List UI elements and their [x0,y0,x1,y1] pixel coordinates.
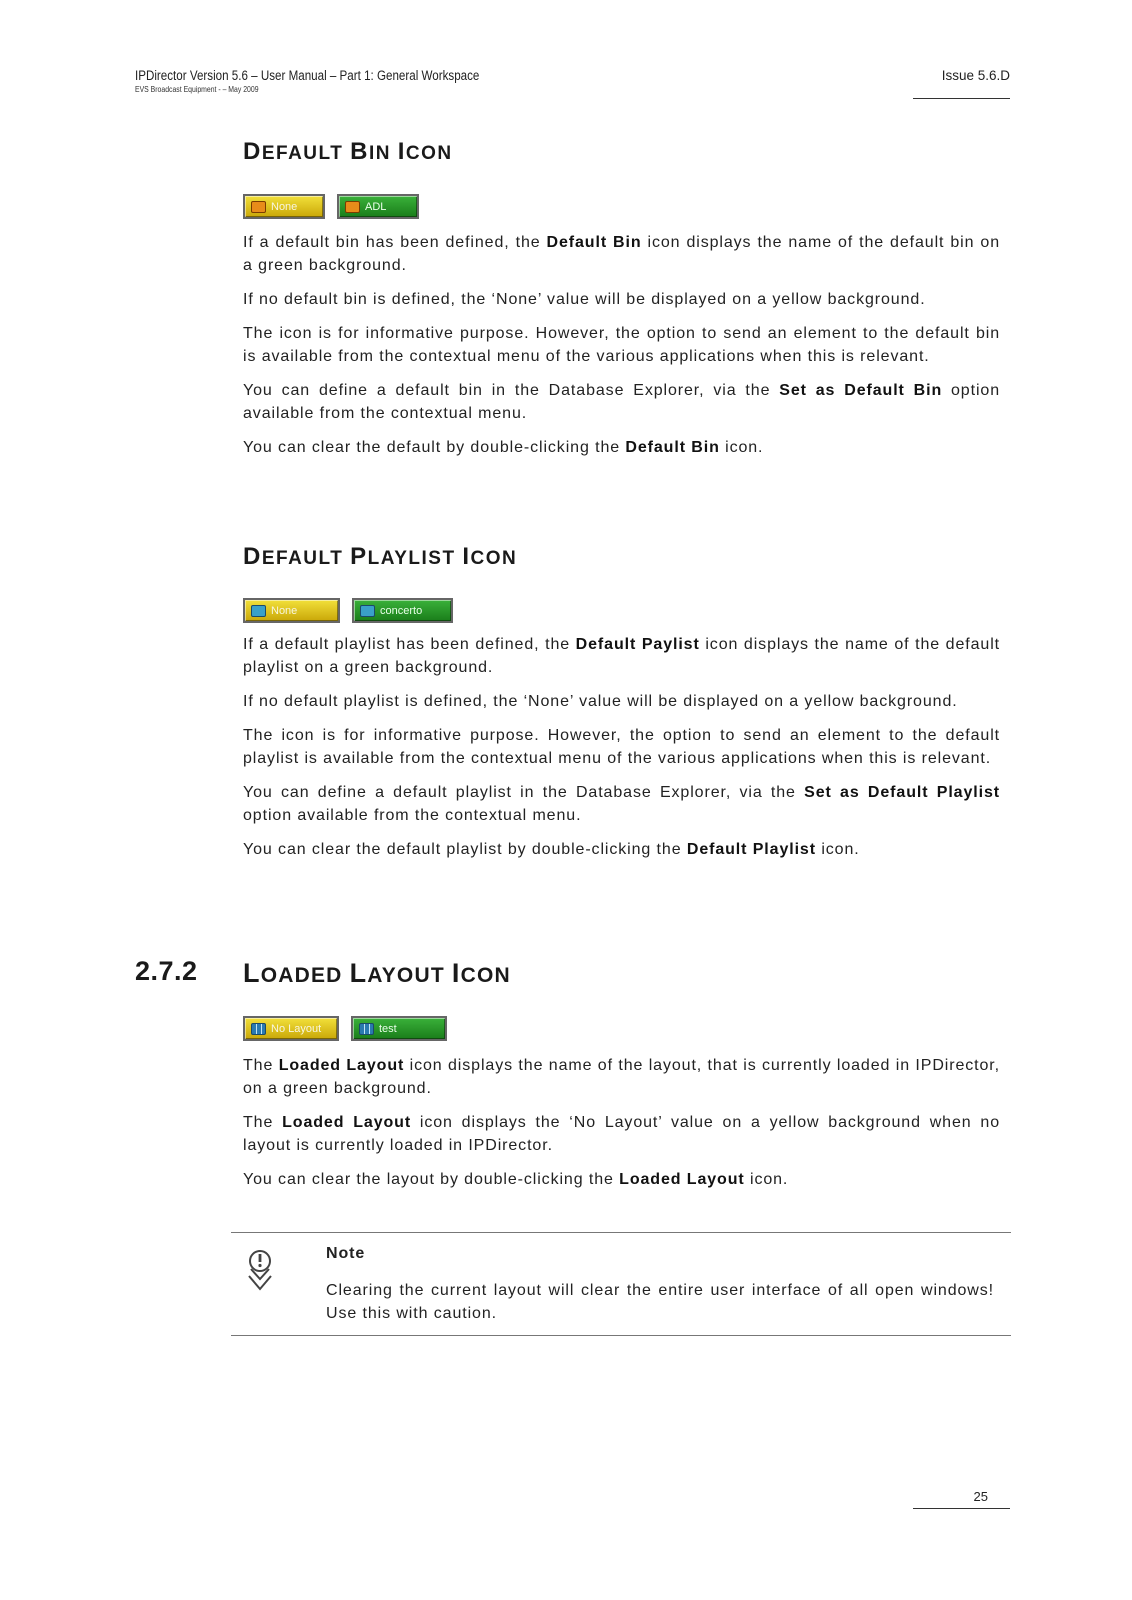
default-bin-icons [243,194,419,219]
note-box [231,1232,1011,1336]
paragraph: The icon is for informative purpose. However, the option to send an element to the default bin is available from the contextual menu of the various applications when this is relevant. [243,325,1000,365]
paragraph: You can clear the layout by double-clicking the Loaded Layout icon. [243,1171,789,1188]
layout-grid-icon [251,1023,266,1035]
default-playlist-icons [243,598,453,623]
paragraph: You can clear the default by double-clicking the Default Bin icon. [243,439,764,456]
paragraph: You can define a default bin in the Database Explorer, via the Set as Default Bin option available from the contextual menu. [243,382,1001,422]
paragraph: The Loaded Layout icon displays the ‘No Layout’ value on a yellow background when no layout is currently loaded in IPDirector. [243,1114,1000,1154]
page-header [135,68,535,94]
paragraph: The icon is for informative purpose. However, the option to send an element to the default playlist is available from the contextual menu of the various applications when this is relevant. [243,727,1000,767]
paragraph: The Loaded Layout icon displays the name of the layout, that is currently loaded in IPDirector, on a green background. [243,1057,1000,1097]
bin-icon [251,201,266,213]
default-bin-named-button[interactable]: ADL [337,194,419,219]
playlist-icon [251,605,266,617]
default-bin-none-button[interactable]: None [243,194,325,219]
heading-default-bin: DEFAULT BIN ICON [243,138,453,165]
heading-loaded-layout: LOADED LAYOUT ICON [243,958,511,988]
loaded-layout-none-button[interactable]: No Layout [243,1016,339,1041]
header-rule [913,98,1010,99]
default-playlist-body [243,633,1000,872]
section-number: 2.7.2 [135,956,198,986]
paragraph: If a default bin has been defined, the Default Bin icon displays the name of the default bin on a green background. [243,234,1000,274]
header-title: IPDirector Version 5.6 – User Manual – Part 1: General Workspace [135,68,480,83]
paragraph: If a default playlist has been defined, the Default Paylist icon displays the name of the default playlist on a green background. [243,636,1001,676]
paragraph: If no default bin is defined, the ‘None’ value will be displayed on a yellow background. [243,291,926,308]
layout-grid-icon [359,1023,374,1035]
header-issue: Issue 5.6.D [941,68,1010,83]
bin-icon [345,201,360,213]
default-playlist-named-button[interactable]: concerto [352,598,453,623]
paragraph: You can clear the default playlist by double-clicking the Default Playlist icon. [243,841,860,858]
heading-default-playlist: DEFAULT PLAYLIST ICON [243,543,518,570]
loaded-layout-icons [243,1016,447,1041]
header-subtitle: EVS Broadcast Equipment - – May 2009 [135,85,259,94]
page-number: 25 [973,1489,988,1504]
note-text: Clearing the current layout will clear the entire user interface of all open windows! Use this with caution. [326,1282,994,1322]
warning-note-icon [245,1249,275,1293]
footer-rule [913,1508,1010,1509]
loaded-layout-named-button[interactable]: test [351,1016,447,1041]
loaded-layout-body [243,1054,1000,1202]
default-bin-body [243,231,1000,470]
playlist-icon [360,605,375,617]
paragraph: You can define a default playlist in the Database Explorer, via the Set as Default Playlist option available from the contextual menu. [243,784,1000,824]
note-title: Note [326,1245,366,1262]
paragraph: If no default playlist is defined, the ‘None’ value will be displayed on a yellow background. [243,693,958,710]
default-playlist-none-button[interactable]: None [243,598,340,623]
